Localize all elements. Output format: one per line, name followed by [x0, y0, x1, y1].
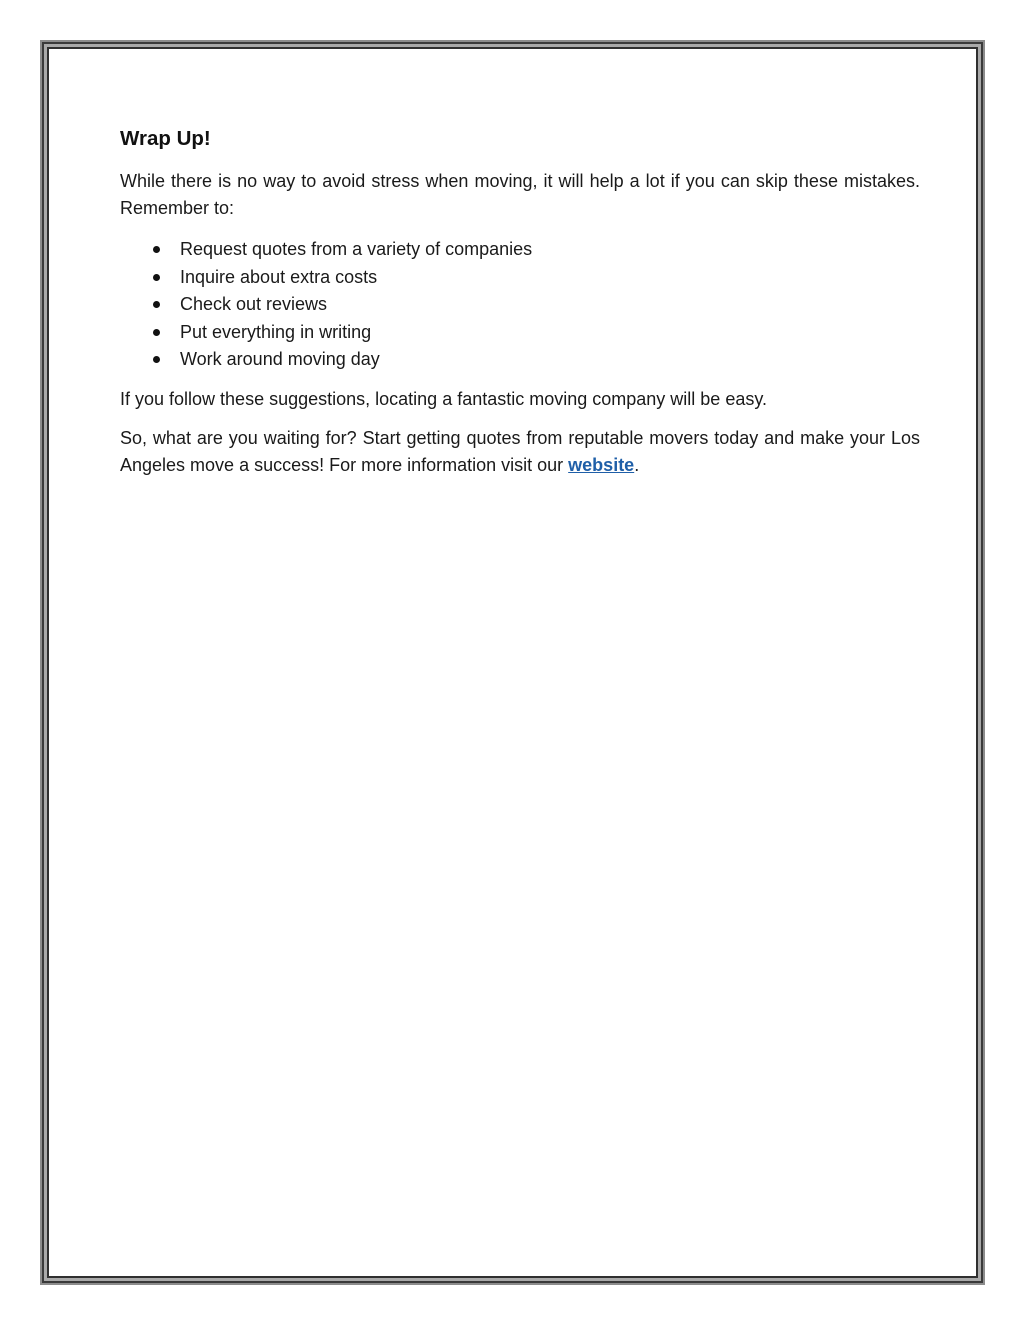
bullet-icon: [153, 246, 160, 253]
intro-paragraph: While there is no way to avoid stress when moving, it will help a lot if you can skip these mistakes. Remember to:: [120, 171, 920, 218]
bullet-icon: [153, 301, 160, 308]
list-item-text: Request quotes from a variety of companies: [180, 239, 533, 259]
list-item: [120, 264, 920, 292]
list-item: [120, 236, 920, 264]
bullet-icon: [153, 274, 160, 281]
list-item-text: Inquire about extra costs: [180, 266, 378, 287]
bullet-list: [120, 234, 920, 374]
bullet-icon: [153, 356, 160, 363]
page-frame-mid: [44, 44, 981, 1281]
list-item: [120, 291, 920, 319]
follow-paragraph: If you follow these suggestions, locating a fantastic moving company will be easy.: [120, 388, 768, 409]
list-item: [120, 319, 920, 347]
closing-period: .: [634, 454, 640, 475]
document-page: [49, 49, 976, 1276]
website-link[interactable]: website: [568, 454, 635, 475]
closing-paragraph: [120, 425, 920, 479]
page-frame: [40, 40, 985, 1285]
list-item-text: Check out reviews: [180, 294, 328, 314]
document-content: [120, 124, 920, 491]
section-heading: Wrap Up!: [120, 127, 211, 150]
closing-text: So, what are you waiting for? Start getting quotes from reputable movers today and make your Los Angeles move a success! For more information visit our: [120, 427, 920, 475]
list-item: [120, 346, 920, 374]
list-item-text: Put everything in writing: [180, 321, 372, 342]
bullet-icon: [153, 329, 160, 336]
page-frame-inner: [47, 47, 978, 1278]
list-item-text: Work around moving day: [180, 349, 380, 369]
